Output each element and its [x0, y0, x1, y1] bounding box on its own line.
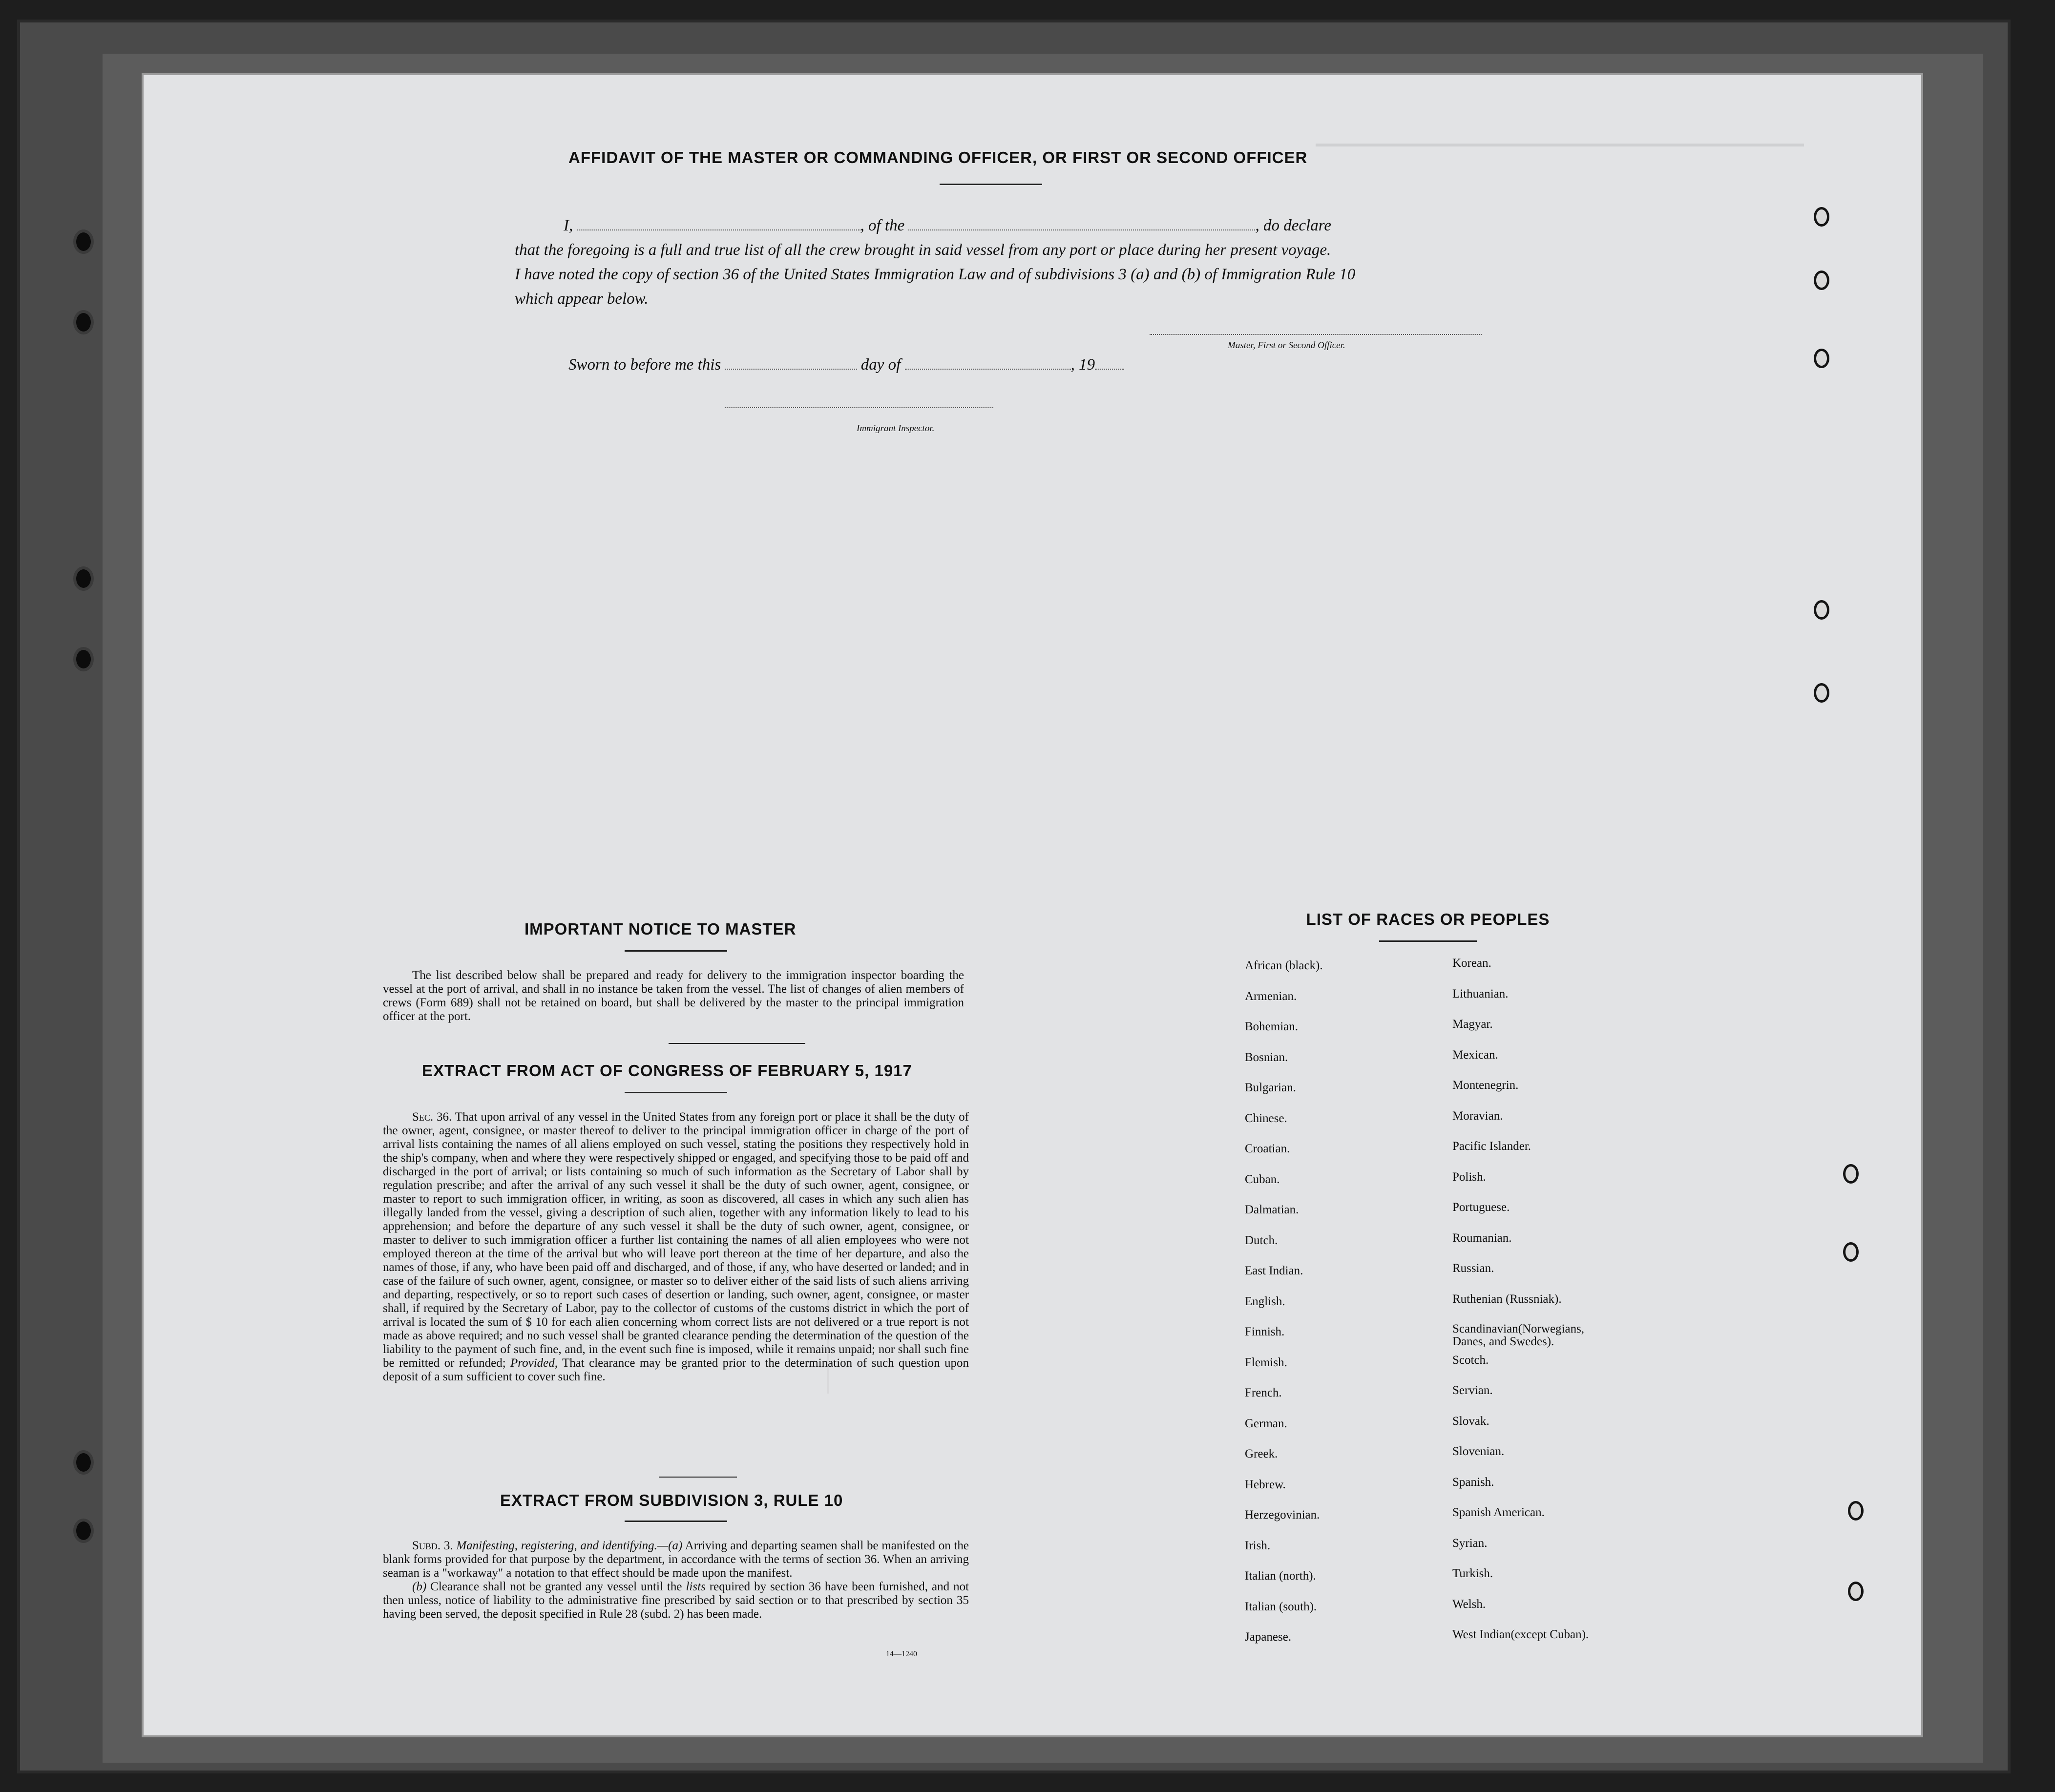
- race-item: Spanish American.: [1452, 1506, 1545, 1519]
- section-36-paragraph: [383, 1110, 969, 1384]
- punch-hole-right-8: [1848, 1501, 1864, 1521]
- race-item: Japanese.: [1245, 1630, 1292, 1644]
- notice-title-rule: [625, 950, 727, 952]
- subd-a-paragraph: [383, 1539, 969, 1580]
- sec-text-end: That clearance may be granted prior to the determination of such question upon deposit of a sum sufficient to cover such fine.: [383, 1356, 969, 1383]
- race-item: Dutch.: [1245, 1233, 1278, 1247]
- master-signature-field[interactable]: [1150, 334, 1482, 335]
- race-item: Cuban.: [1245, 1172, 1280, 1186]
- notice-divider: [669, 1043, 805, 1044]
- race-item: German.: [1245, 1417, 1287, 1430]
- race-item: Polish.: [1452, 1170, 1486, 1184]
- race-item: Moravian.: [1452, 1109, 1503, 1123]
- race-item: Roumanian.: [1452, 1231, 1512, 1245]
- master-signature-caption: Master, First or Second Officer.: [1228, 340, 1345, 351]
- punch-hole-right-6: [1843, 1164, 1859, 1184]
- bleed-through-header: [1316, 144, 1804, 166]
- punch-hole-right-9: [1848, 1582, 1864, 1601]
- subd-a-text: Arriving and departing seamen shall be manifested on the blank forms provided for that purpose by the department, in accordance with the terms of section 36. When an arriving seaman is a "workaway" a notation to that effect should be made upon the manifest.: [383, 1539, 969, 1580]
- race-item: English.: [1245, 1294, 1285, 1308]
- race-item: Turkish.: [1452, 1567, 1493, 1580]
- subd-b-paragraph: [383, 1580, 969, 1621]
- lists-word: lists: [686, 1580, 706, 1593]
- race-item: Bosnian.: [1245, 1050, 1288, 1064]
- sworn-day-field[interactable]: [725, 369, 857, 370]
- race-item: Syrian.: [1452, 1536, 1488, 1550]
- race-item: Italian (south).: [1245, 1600, 1317, 1613]
- sworn-year-field[interactable]: [1095, 369, 1124, 370]
- notice-paragraph: The list described below shall be prepared and ready for delivery to the immigration inspector boarding the vessel at the port of arrival, and shall in no instance be taken from the vessel. The list of changes of alien members of crews (Form 689) shall not be retained on board, but shall be delivered by the master to the principal immigration officer at the port.: [383, 969, 964, 1023]
- race-item: Portuguese.: [1452, 1201, 1510, 1214]
- rule-extract-body: [383, 1539, 969, 1621]
- punch-hole-right-3: [1814, 349, 1829, 368]
- do-declare-label: , do declare: [1255, 217, 1331, 234]
- race-item: Scandinavian(Norwegians, Danes, and Swedes).: [1452, 1322, 1585, 1348]
- punch-hole-right-7: [1843, 1242, 1859, 1262]
- affidavit-title-rule: [940, 184, 1042, 185]
- day-of-label: day of: [860, 356, 901, 374]
- binder-hole-left-5: [73, 1450, 94, 1475]
- race-item: Lithuanian.: [1452, 987, 1509, 1000]
- affidavit-title: AFFIDAVIT OF THE MASTER OR COMMANDING OFFICER, OR FIRST OR SECOND OFFICER: [568, 148, 1308, 167]
- form-number: 14—1240: [886, 1650, 917, 1658]
- race-item: Irish.: [1245, 1539, 1271, 1552]
- race-item: Bulgarian.: [1245, 1081, 1296, 1094]
- race-item: French.: [1245, 1386, 1282, 1399]
- race-item: Magyar.: [1452, 1018, 1493, 1031]
- notice-body: [383, 969, 964, 1023]
- race-item: Italian (north).: [1245, 1569, 1316, 1583]
- punch-hole-right-4: [1814, 600, 1829, 620]
- subd-label: Subd. 3.: [412, 1539, 453, 1552]
- race-item: Bohemian.: [1245, 1020, 1299, 1033]
- race-item: Ruthenian (Russniak).: [1452, 1292, 1562, 1306]
- name-field[interactable]: [577, 229, 860, 230]
- sec-label: Sec. 36.: [412, 1110, 452, 1124]
- b-label: (b): [412, 1580, 427, 1593]
- act-extract-title: EXTRACT FROM ACT OF CONGRESS OF FEBRUARY 5, 1917: [422, 1062, 912, 1080]
- race-item: East Indian.: [1245, 1264, 1303, 1277]
- race-item: Slovak.: [1452, 1414, 1489, 1428]
- races-title: LIST OF RACES OR PEOPLES: [1306, 910, 1550, 928]
- race-item: Mexican.: [1452, 1048, 1498, 1062]
- race-item: Herzegovinian.: [1245, 1508, 1320, 1521]
- race-item: Croatian.: [1245, 1142, 1290, 1155]
- punch-hole-right-5: [1814, 683, 1829, 703]
- race-item: Finnish.: [1245, 1325, 1285, 1338]
- binder-hole-left-1: [73, 229, 94, 254]
- affidavit-line-3: which appear below.: [515, 290, 649, 308]
- race-item: African (black).: [1245, 959, 1323, 972]
- rule-extract-title: EXTRACT FROM SUBDIVISION 3, RULE 10: [500, 1491, 843, 1509]
- punch-hole-right-2: [1814, 271, 1829, 290]
- race-item: Pacific Islander.: [1452, 1140, 1531, 1153]
- sworn-month-field[interactable]: [905, 369, 1071, 370]
- subd-b-text-2: required by section 36 have been furnished, and not then unless, notice of liability to the administrative fine prescribed by said section or to that prescribed by section 35 having been served, the deposit specified in Rule 28 (subd. 2) has been made.: [383, 1580, 969, 1621]
- notice-title: IMPORTANT NOTICE TO MASTER: [524, 920, 797, 938]
- vessel-field[interactable]: [908, 229, 1255, 230]
- subd-b-text-1: Clearance shall not be granted any vessel until the: [430, 1580, 682, 1593]
- year-label: , 19: [1070, 356, 1095, 374]
- inspector-signature-field[interactable]: [725, 407, 993, 408]
- sworn-line: [568, 356, 1124, 374]
- race-item: Spanish.: [1452, 1475, 1494, 1489]
- act-extract-divider: [659, 1477, 737, 1478]
- sec-text: That upon arrival of any vessel in the United States from any foreign port or place it shall be the duty of the owner, agent, consignee, or master thereof to deliver to the principal immigration officer in charge of the port of arrival lists containing the names of all aliens employed on such vessel, stating the positions they respectively hold in the ship's company, when and where they were respectively shipped or engaged, and specifying those to be paid off and discharged in the port of arrival; or lists containing so much of such information as the Secretary of Labor shall by regulation prescribe; and after the arrival of any such vessel it shall be the duty of such owner, agent, consignee, or master to report to such immigration officer, in writing, as soon as discovered, all cases in which any such alien has illegally landed from the vessel, giving a description of such alien, together with any information likely to lead to his apprehension; and before the departure of any such vessel it shall be the duty of such owner, agent, consignee, or master to deliver to such immigration officer a further list containing the names of all alien employees who were not employed thereon at the time of the arrival but who will leave port thereon at the time of her departure, and also the names of those, if any, who have been paid off and discharged, and of those, if any, who have deserted or landed; and in case of the failure of such owner, agent, consignee, or master so to deliver either of the said lists of such aliens arriving and departing, respectively, or so to report such cases of desertion or landing, such owner, agent, consignee, or master shall, if required by the Secretary of Labor, pay to the collector of customs of the customs district in which the port of arrival is located the sum of $ 10 for each alien concerning whom correct lists are not delivered or a true report is not made as above required; and no such vessel shall be granted clearance pending the determination of the question of the liability to the payment of such fine, and, in the event such fine is imposed, while it remains unpaid; nor shall such fine be remitted or refunded;: [383, 1110, 969, 1370]
- race-item: Hebrew.: [1245, 1478, 1286, 1491]
- race-item: Armenian.: [1245, 989, 1297, 1003]
- binder-hole-left-2: [73, 310, 94, 334]
- affidavit-line-2: I have noted the copy of section 36 of the United States Immigration Law and of subdivisions 3 (a) and (b) of Immigration Rule 10: [515, 266, 1356, 283]
- punch-hole-right-1: [1814, 207, 1829, 227]
- race-item: Montenegrin.: [1452, 1079, 1519, 1092]
- binder-hole-left-3: [73, 566, 94, 591]
- manifest-back-sheet: [142, 73, 1923, 1737]
- race-item: Flemish.: [1245, 1355, 1287, 1369]
- race-item: Slovenian.: [1452, 1445, 1505, 1458]
- act-extract-title-rule: [625, 1092, 727, 1093]
- inspector-caption: Immigrant Inspector.: [857, 423, 935, 434]
- binder-hole-left-4: [73, 647, 94, 671]
- race-item: Welsh.: [1452, 1597, 1486, 1611]
- race-item: Russian.: [1452, 1262, 1494, 1275]
- race-item: Chinese.: [1245, 1111, 1287, 1125]
- declaration-line: [564, 217, 1331, 235]
- of-the-label: , of the: [860, 217, 905, 234]
- race-item: West Indian(except Cuban).: [1452, 1628, 1589, 1641]
- race-item: Dalmatian.: [1245, 1203, 1299, 1216]
- race-item: Servian.: [1452, 1384, 1493, 1397]
- race-item: Scotch.: [1452, 1353, 1489, 1367]
- rule-extract-title-rule: [625, 1521, 727, 1522]
- subd-heading: Manifesting, registering, and identifying.—(a): [456, 1539, 683, 1552]
- races-title-rule: [1379, 940, 1477, 942]
- provided-label: Provided,: [510, 1356, 558, 1370]
- act-extract-body: [383, 1110, 969, 1384]
- sworn-label: Sworn to before me this: [568, 356, 721, 374]
- race-item: Korean.: [1452, 957, 1491, 970]
- affidavit-line-1: that the foregoing is a full and true list of all the crew brought in said vessel from any port or place during her present voyage.: [515, 241, 1331, 259]
- race-item: Greek.: [1245, 1447, 1278, 1460]
- binder-hole-left-6: [73, 1519, 94, 1543]
- i-label: I,: [564, 217, 573, 234]
